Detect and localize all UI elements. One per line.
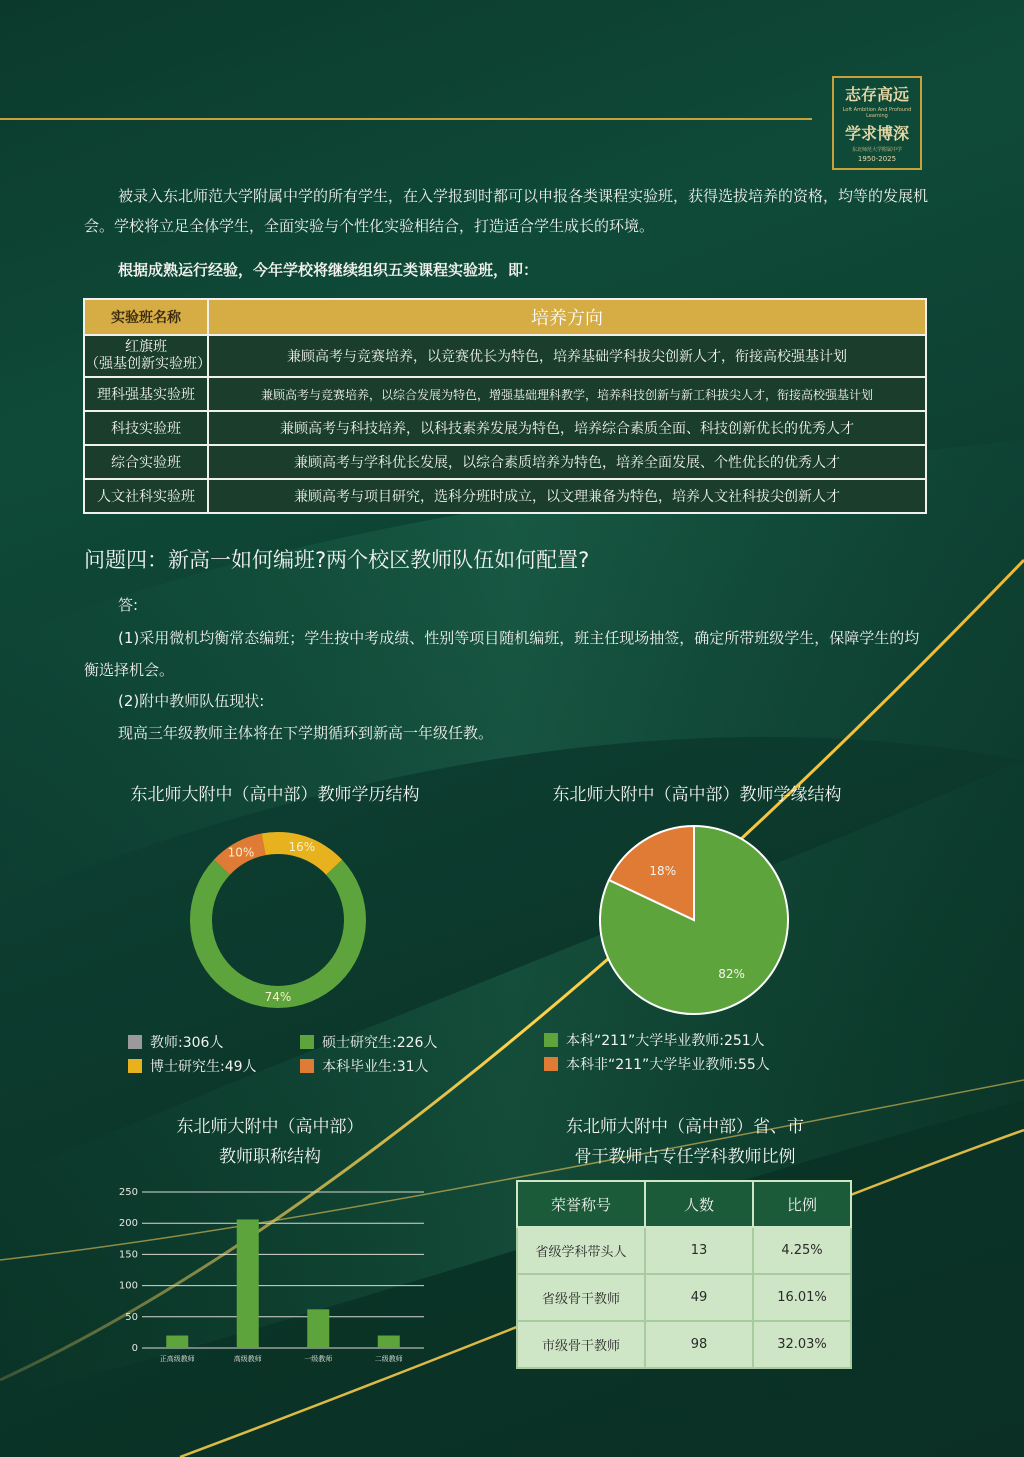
count-cell: 49 xyxy=(645,1274,753,1321)
x-tick-label: 高级教师 xyxy=(233,1355,262,1363)
class-direction: 兼顾高考与学科优长发展，以综合素质培养为特色，培养全面发展、个性优长的优秀人才 xyxy=(208,445,926,479)
table-row xyxy=(84,445,926,479)
answer-label: 答: xyxy=(118,596,139,614)
legend-label: 本科毕业生:31人 xyxy=(322,1059,429,1075)
legend-swatch xyxy=(128,1059,142,1073)
header-count: 人数 xyxy=(645,1181,753,1227)
class-name: 综合实验班 xyxy=(84,445,208,479)
table-row xyxy=(517,1227,851,1274)
donut-slice-label: 16% xyxy=(288,839,316,854)
count-cell: 98 xyxy=(645,1321,753,1368)
legend-item xyxy=(544,1054,874,1078)
origin-legend xyxy=(544,1030,874,1078)
ratio-cell: 16.01% xyxy=(753,1274,851,1321)
count-cell: 13 xyxy=(645,1227,753,1274)
honor-cell: 省级骨干教师 xyxy=(517,1274,645,1321)
class-name: 理科强基实验班 xyxy=(84,377,208,411)
y-tick-label: 100 xyxy=(118,1280,138,1292)
bar-3 xyxy=(307,1309,329,1348)
professional-title-bar-chart xyxy=(106,1182,436,1372)
table-header-row xyxy=(517,1181,851,1227)
legend-label: 本科非“211”大学毕业教师:55人 xyxy=(566,1057,770,1073)
class-name-main: 红旗班 xyxy=(125,339,167,355)
school-logo xyxy=(832,76,922,170)
header-direction: 培养方向 xyxy=(208,299,926,335)
donut-slice-label: 74% xyxy=(264,990,292,1004)
header-honor: 荣誉称号 xyxy=(517,1181,645,1227)
legend-swatch xyxy=(128,1035,142,1049)
answer-item-3: 现高三年级教师主体将在下学期循环到新高一年级任教。 xyxy=(118,724,494,742)
table-row xyxy=(84,377,926,411)
bar-1 xyxy=(166,1336,188,1348)
logo-school-name: 东北师范大学附属中学 xyxy=(851,147,902,153)
header-ratio: 比例 xyxy=(753,1181,851,1227)
logo-english: Loft Ambition And Profound Learning xyxy=(842,107,912,119)
table-row xyxy=(517,1321,851,1368)
legend-label: 硕士研究生:226人 xyxy=(322,1035,438,1051)
table-row xyxy=(84,479,926,513)
y-tick-label: 250 xyxy=(118,1187,138,1198)
legend-item xyxy=(128,1032,223,1052)
table-row xyxy=(517,1274,851,1321)
legend-label: 博士研究生:49人 xyxy=(150,1059,257,1075)
answer-item-2: (2)附中教师队伍现状: xyxy=(118,692,265,710)
legend-label: 本科“211”大学毕业教师:251人 xyxy=(566,1033,765,1049)
logo-motto-2: 学求博深 xyxy=(844,124,909,143)
backbone-teacher-table xyxy=(516,1180,852,1369)
origin-pie-chart xyxy=(590,818,800,1022)
class-name: 科技实验班 xyxy=(84,411,208,445)
donut-slice-label: 10% xyxy=(227,845,255,860)
class-direction: 兼顾高考与竞赛培养，以综合发展为特色，增强基础理科教学，培养科技创新与新工科拔尖人才，衔接高校强基计划 xyxy=(208,377,926,411)
y-tick-label: 150 xyxy=(118,1249,138,1261)
bar-2 xyxy=(237,1219,259,1348)
legend-item xyxy=(300,1032,437,1052)
table-header-row xyxy=(84,299,926,335)
legend-swatch xyxy=(300,1035,314,1049)
class-direction: 兼顾高考与项目研究，选科分班时成立，以文理兼备为特色，培养人文社科拔尖创新人才 xyxy=(208,479,926,513)
logo-years: 1950-2025 xyxy=(857,155,897,163)
backbone-table-title-2: 骨干教师占专任学科教师比例 xyxy=(574,1147,796,1167)
x-tick-label: 二级教师 xyxy=(374,1355,403,1363)
class-direction: 兼顾高考与科技培养，以科技素养发展为特色，培养综合素质全面、科技创新优长的优秀人才 xyxy=(208,411,926,445)
question-four-title: 问题四：新高一如何编班?两个校区教师队伍如何配置? xyxy=(84,548,590,572)
pie-slice-label: 82% xyxy=(718,966,745,981)
legend-swatch xyxy=(544,1033,558,1047)
title-chart-title-2: 教师职称结构 xyxy=(219,1147,321,1167)
education-donut-chart xyxy=(170,820,390,1020)
legend-item xyxy=(128,1056,257,1076)
legend-label: 教师:306人 xyxy=(150,1035,224,1051)
table-row xyxy=(84,335,926,377)
backbone-table-title-1: 东北师大附中（高中部）省、市 xyxy=(566,1117,804,1137)
legend-item xyxy=(300,1056,429,1076)
ratio-cell: 32.03% xyxy=(753,1321,851,1368)
y-tick-label: 200 xyxy=(118,1218,138,1230)
education-chart-title: 东北师大附中（高中部）教师学历结构 xyxy=(130,785,420,805)
y-tick-label: 50 xyxy=(125,1311,138,1323)
honor-cell: 省级学科带头人 xyxy=(517,1227,645,1274)
class-name-sub: （强基创新实验班） xyxy=(85,356,211,372)
x-tick-label: 正高级教师 xyxy=(159,1355,195,1363)
title-chart-title-1: 东北师大附中（高中部） xyxy=(176,1117,364,1137)
x-tick-label: 一级教师 xyxy=(304,1355,333,1363)
intro-paragraph: 被录入东北师范大学附属中学的所有学生，在入学报到时都可以申报各类课程实验班，获得选拔培养的资格，均等的发展机会。学校将立足全体学生，全面实验与个性化实验相结合，打造适合学生成长的环境。 xyxy=(84,187,929,235)
legend-swatch xyxy=(544,1057,558,1071)
logo-motto-1: 志存高远 xyxy=(844,85,909,104)
origin-chart-title: 东北师大附中（高中部）教师学缘结构 xyxy=(552,785,842,805)
header-class-name: 实验班名称 xyxy=(84,299,208,335)
class-name: 人文社科实验班 xyxy=(84,479,208,513)
honor-cell: 市级骨干教师 xyxy=(517,1321,645,1368)
bar-4 xyxy=(378,1336,400,1348)
pie-slice-label: 18% xyxy=(649,863,677,878)
ratio-cell: 4.25% xyxy=(753,1227,851,1274)
class-name xyxy=(84,335,211,377)
donut-slice xyxy=(190,860,366,1008)
intro-lead: 根据成熟运行经验，今年学校将继续组织五类课程实验班，即： xyxy=(118,261,539,279)
header-rule xyxy=(0,118,812,120)
answer-item-1: (1)采用微机均衡常态编班；学生按中考成绩、性别等项目随机编班，班主任现场抽签，确定所带班级学生，保障学生的均衡选择机会。 xyxy=(84,629,920,679)
experiment-class-table xyxy=(83,298,927,514)
legend-item xyxy=(544,1030,874,1054)
table-row xyxy=(84,411,926,445)
class-direction: 兼顾高考与竞赛培养，以竞赛优长为特色，培养基础学科拔尖创新人才，衔接高校强基计划 xyxy=(208,335,926,377)
legend-swatch xyxy=(300,1059,314,1073)
y-tick-label: 0 xyxy=(131,1343,138,1354)
